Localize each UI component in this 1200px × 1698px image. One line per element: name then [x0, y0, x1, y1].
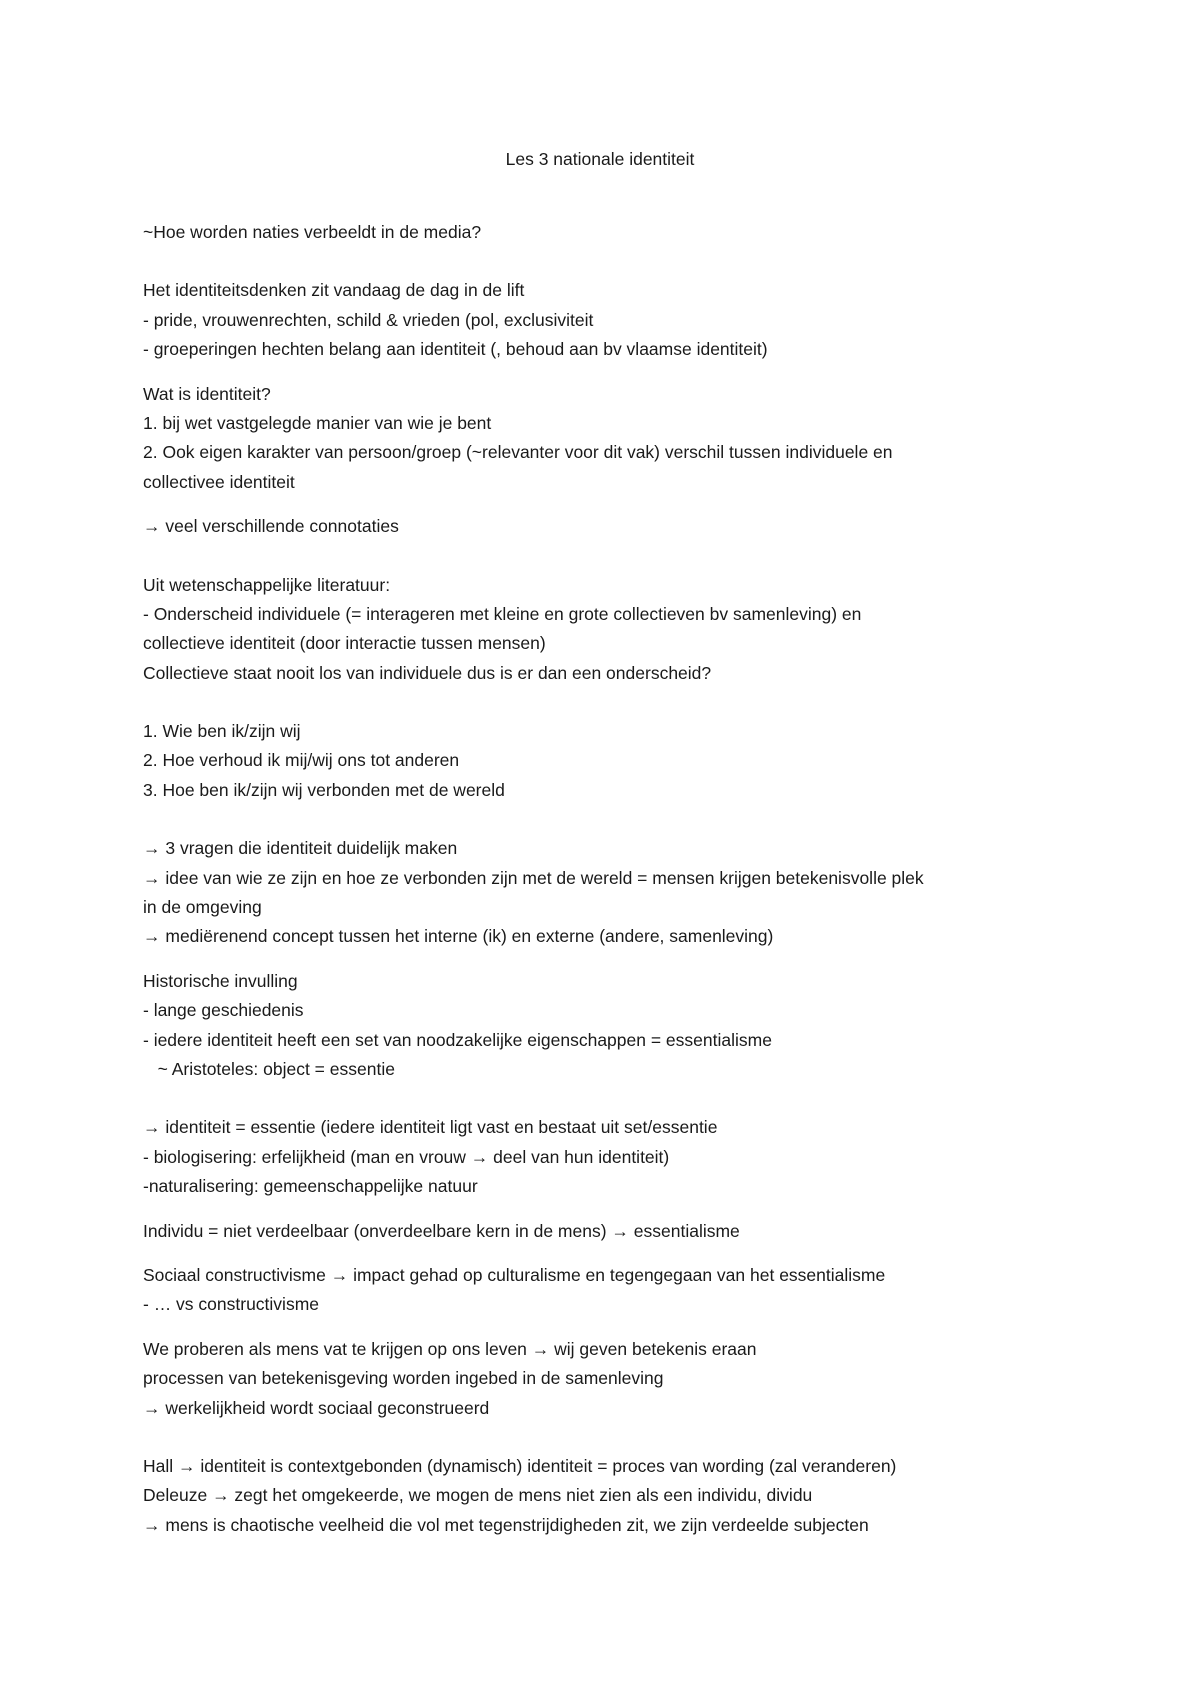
text-line: Deleuze → zegt het omgekeerde, we mogen de mens niet zien als een individu, dividu [143, 1485, 813, 1506]
text-line: 3. Hoe ben ik/zijn wij verbonden met de wereld [143, 779, 505, 800]
text-line: → identiteit = essentie (iedere identiteit ligt vast en bestaat uit set/essentie [143, 1117, 718, 1138]
text-line: - iedere identiteit heeft een set van noodzakelijke eigenschappen = essentialisme [143, 1029, 772, 1050]
text-line: -naturalisering: gemeenschappelijke natuur [143, 1176, 478, 1197]
text-line: Wat is identiteit? [143, 383, 271, 404]
text-line: - lange geschiedenis [143, 1000, 304, 1021]
text-line: ~ Aristoteles: object = essentie [143, 1058, 395, 1079]
text-line: - biologisering: erfelijkheid (man en vrouw → deel van hun identiteit) [143, 1146, 670, 1167]
text-line: 2. Ook eigen karakter van persoon/groep (~relevanter voor dit vak) verschil tussen individuele en [143, 442, 893, 463]
text-line: → werkelijkheid wordt sociaal geconstrueerd [143, 1397, 490, 1418]
text-line: Sociaal constructivisme → impact gehad op culturalisme en tegengegaan van het essentialisme [143, 1264, 886, 1285]
document-title: Les 3 nationale identiteit [505, 149, 695, 169]
text-line: → mediërenend concept tussen het interne (ik) en externe (andere, samenleving) [143, 926, 774, 947]
text-line: → 3 vragen die identiteit duidelijk maken [143, 838, 458, 859]
text-line: Historische invulling [143, 970, 298, 991]
text-line: - groeperingen hechten belang aan identiteit (, behoud aan bv vlaamse identiteit) [143, 339, 768, 360]
text-line: → veel verschillende connotaties [143, 516, 399, 537]
text-line: → idee van wie ze zijn en hoe ze verbonden zijn met de wereld = mensen krijgen betekenisvolle plek [143, 867, 924, 888]
text-line: processen van betekenisgeving worden ingebed in de samenleving [143, 1368, 664, 1389]
text-line: - Onderscheid individuele (= interageren met kleine en grote collectieven bv samenleving) en [143, 603, 862, 624]
text-line: 1. Wie ben ik/zijn wij [143, 721, 301, 742]
text-line: Hall → identiteit is contextgebonden (dynamisch) identiteit = proces van wording (zal veranderen) [143, 1455, 897, 1476]
text-line: → mens is chaotische veelheid die vol met tegenstrijdigheden zit, we zijn verdeelde subjecten [143, 1514, 869, 1535]
text-line: ~Hoe worden naties verbeeldt in de media? [143, 222, 482, 242]
text-line: - pride, vrouwenrechten, schild & vrieden (pol, exclusiviteit [143, 309, 594, 330]
text-line: Het identiteitsdenken zit vandaag de dag in de lift [143, 280, 525, 301]
text-line: 1. bij wet vastgelegde manier van wie je bent [143, 412, 492, 433]
text-line: Uit wetenschappelijke literatuur: [143, 574, 391, 595]
text-line: We proberen als mens vat te krijgen op ons leven → wij geven betekenis eraan [143, 1338, 757, 1359]
document-body [143, 218, 1073, 1540]
text-line: 2. Hoe verhoud ik mij/wij ons tot anderen [143, 750, 460, 771]
text-line: in de omgeving [143, 897, 262, 918]
text-line: collectieve identiteit (door interactie tussen mensen) [143, 633, 546, 654]
text-line: collectivee identiteit [143, 471, 295, 492]
text-line: - … vs constructivisme [143, 1294, 319, 1315]
text-line: Individu = niet verdeelbaar (onverdeelbare kern in de mens) → essentialisme [143, 1220, 740, 1241]
text-line: Collectieve staat nooit los van individuele dus is er dan een onderscheid? [143, 662, 712, 683]
